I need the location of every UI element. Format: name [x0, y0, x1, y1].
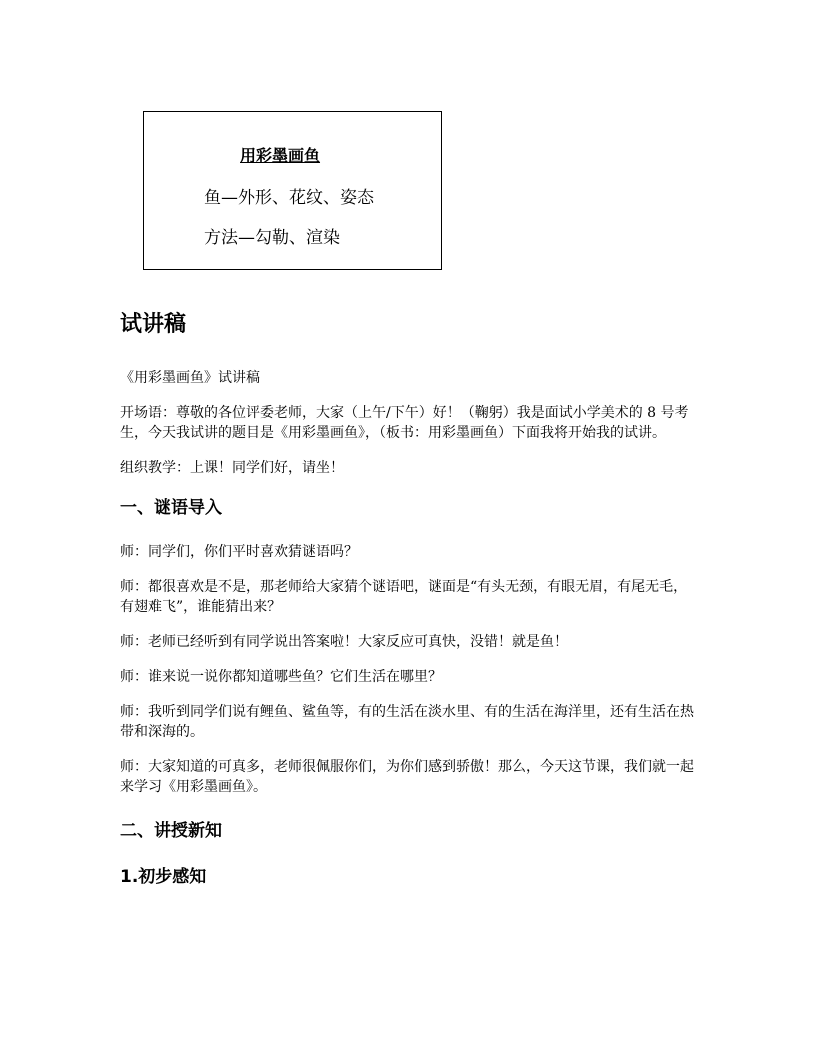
opening-paragraph: 开场语：尊敬的各位评委老师，大家（上午/下午）好！（鞠躬）我是面试小学美术的 8 号考生，今天我试讲的题目是《用彩墨画鱼》，（板书：用彩墨画鱼）下面我将开始我的试讲。: [120, 405, 689, 441]
section-heading-riddle: 一、谜语导入: [120, 498, 222, 518]
paragraph: 师：同学们，你们平时喜欢猜谜语吗？: [120, 544, 358, 560]
section-heading-new-knowledge: 二、讲授新知: [120, 821, 222, 841]
board-line-method: 方法—勾勒、渲染: [204, 228, 340, 248]
document-body: [120, 310, 700, 889]
paragraph: 师：都很喜欢是不是，那老师给大家猜个谜语吧，谜面是“有头无颈，有眼无眉，有尾无毛，有翅难飞”，谁能猜出来？: [120, 579, 688, 615]
document-subtitle: 《用彩墨画鱼》试讲稿: [120, 370, 260, 386]
board-line-fish: 鱼—外形、花纹、姿态: [204, 188, 374, 208]
board-title: 用彩墨画鱼: [240, 146, 321, 165]
document-title: 试讲稿: [120, 312, 187, 337]
blackboard-box: [143, 111, 442, 270]
paragraph: 师：大家知道的可真多，老师很佩服你们，为你们感到骄傲！那么，今天这节课，我们就一起来学习《用彩墨画鱼》。: [120, 759, 694, 795]
paragraph: 师：我听到同学们说有鲤鱼、鲨鱼等，有的生活在淡水里、有的生活在海洋里，还有生活在热带和深海的。: [120, 704, 694, 740]
subsection-heading-initial-perception: 1.初步感知: [120, 867, 207, 887]
paragraph: 师：谁来说一说你都知道哪些鱼？它们生活在哪里？: [120, 669, 442, 685]
paragraph: 师：老师已经听到有同学说出答案啦！大家反应可真快，没错！就是鱼！: [120, 634, 568, 650]
organize-paragraph: 组织教学：上课！同学们好，请坐！: [120, 460, 344, 476]
